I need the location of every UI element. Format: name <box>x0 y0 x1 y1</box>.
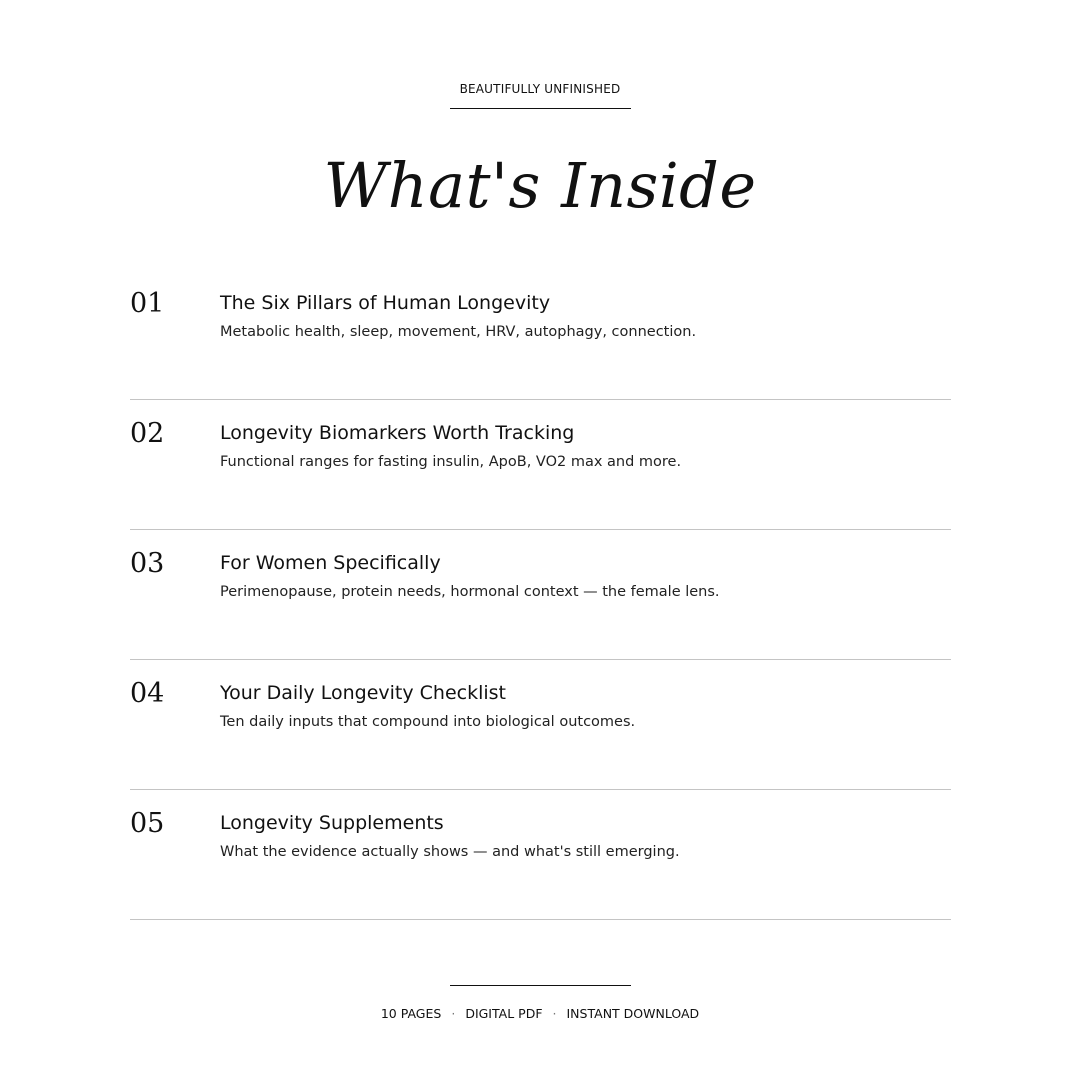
separator: · <box>552 1006 557 1021</box>
contents-list <box>130 270 951 920</box>
item-title: Longevity Biomarkers Worth Tracking <box>220 422 575 444</box>
separator: · <box>451 1006 456 1021</box>
footer-divider <box>450 985 631 986</box>
item-title: The Six Pillars of Human Longevity <box>220 292 551 314</box>
eyebrow-label: BEAUTIFULLY UNFINISHED <box>459 82 621 96</box>
list-item <box>130 660 951 790</box>
item-number: 05 <box>130 808 165 839</box>
item-description: Perimenopause, protein needs, hormonal context — the female lens. <box>220 584 720 600</box>
delivery-label: INSTANT DOWNLOAD <box>566 1006 700 1021</box>
item-number: 01 <box>130 288 165 319</box>
item-number: 04 <box>130 678 165 709</box>
page-title: What's Inside <box>323 149 757 222</box>
page-count: 10 PAGES <box>380 1006 442 1021</box>
format-label: DIGITAL PDF <box>465 1006 543 1021</box>
list-item <box>130 790 951 920</box>
item-title: Longevity Supplements <box>220 812 444 834</box>
item-description: Functional ranges for fasting insulin, ApoB, VO2 max and more. <box>220 454 682 470</box>
item-title: For Women Specifically <box>220 552 441 574</box>
list-item <box>130 400 951 530</box>
item-description: What the evidence actually shows — and what's still emerging. <box>220 844 680 860</box>
item-description: Metabolic health, sleep, movement, HRV, autophagy, connection. <box>220 324 697 340</box>
item-number: 03 <box>130 548 165 579</box>
item-description: Ten daily inputs that compound into biological outcomes. <box>220 714 636 730</box>
footer-meta <box>0 1006 1080 1022</box>
item-number: 02 <box>130 418 165 449</box>
list-item <box>130 530 951 660</box>
item-title: Your Daily Longevity Checklist <box>220 682 506 704</box>
eyebrow-divider <box>450 108 631 109</box>
list-item <box>130 270 951 400</box>
